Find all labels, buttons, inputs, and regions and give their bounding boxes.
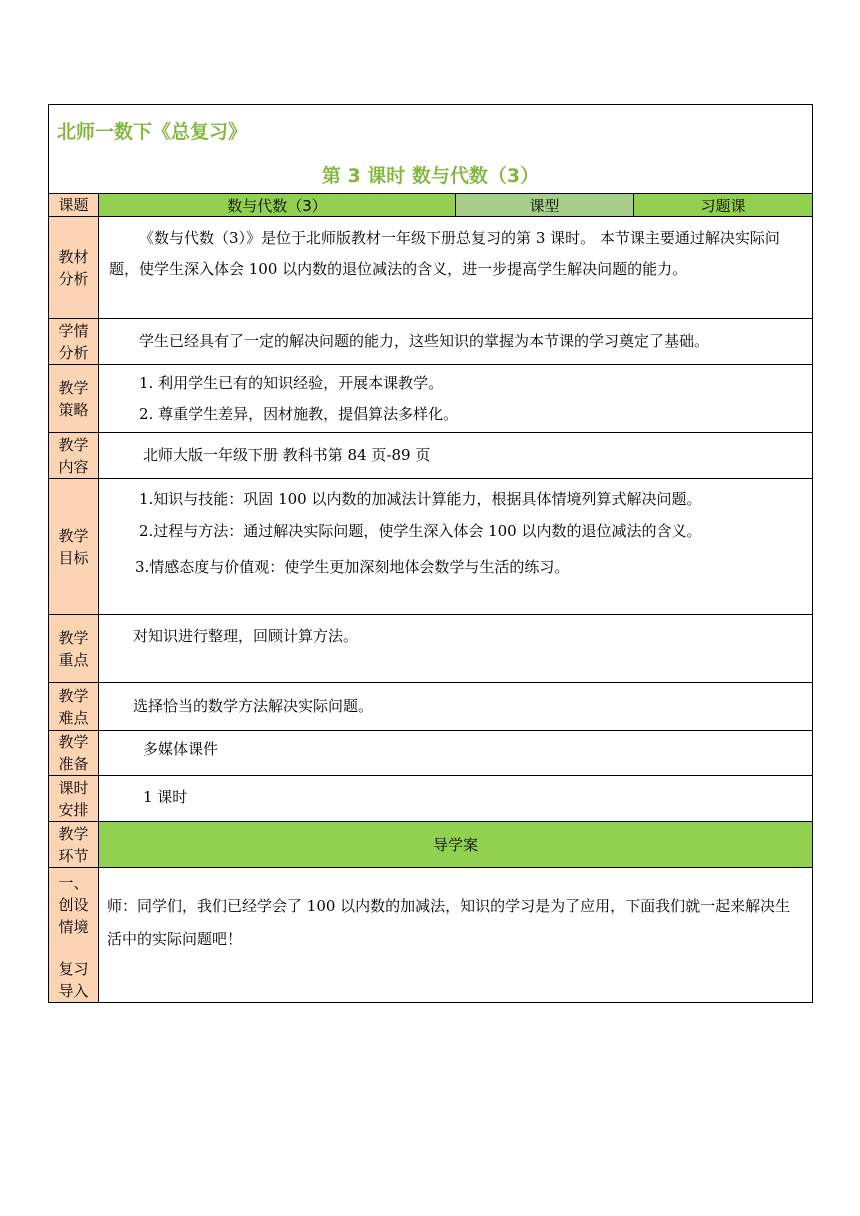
analysis-label-line-2: 分析 [58, 269, 89, 288]
analysis-label-line-1: 教材 [58, 247, 89, 266]
lesson-plan-table [48, 104, 813, 1003]
topic-value: 数与代数（3） [99, 194, 456, 217]
difficulties-text: 选择恰当的数学方法解决实际问题。 [133, 697, 374, 715]
title-cell [49, 105, 813, 194]
students-label-line-2: 分析 [58, 343, 89, 362]
process-header: 导学案 [99, 822, 813, 868]
students-label [49, 319, 99, 365]
lesson-subtitle: 第 3 课时 数与代数（3） [321, 165, 540, 187]
preparation-text: 多媒体课件 [143, 740, 219, 758]
preparation-label-line-1: 教学 [58, 733, 89, 751]
section1-label-line-2: 创设 [58, 896, 89, 914]
key-points-label-line-1: 教学 [58, 628, 89, 647]
strategy-label [49, 365, 99, 433]
preparation-label [49, 731, 99, 776]
preparation-content [99, 731, 813, 776]
analysis-text: 《数与代数（3）》是位于北师版教材一年级下册总复习的第 3 课时。 本节课主要通过解决实际问题，使学生深入体会 100 以内数的退位减法的含义，进一步提高学生解决问题的能力。 [109, 229, 780, 278]
preparation-label-line-2: 准备 [58, 755, 89, 773]
strategy-label-line-1: 教学 [58, 378, 89, 397]
section1-label-line-3: 情境 [58, 918, 89, 936]
key-points-content [99, 615, 813, 683]
content-text: 北师大版一年级下册 教科书第 84 页-89 页 [143, 446, 431, 464]
content-label-line-1: 教学 [58, 435, 89, 454]
process-label [49, 822, 99, 868]
goal-item-2: 2.过程与方法：通过解决实际问题，使学生深入体会 100 以内数的退位减法的含义。 [139, 522, 702, 540]
process-label-line-1: 教学 [58, 824, 89, 843]
schedule-text: 1 课时 [143, 788, 188, 806]
lesson-type-value: 习题课 [634, 194, 813, 217]
strategy-item-1: 1. 利用学生已有的知识经验，开展本课教学。 [139, 374, 444, 392]
goal-item-3: 3.情感态度与价值观：使学生更加深刻地体会数学与生活的练习。 [135, 558, 570, 576]
content-label-line-2: 内容 [58, 457, 89, 476]
section1-label [49, 868, 99, 1003]
key-points-label [49, 615, 99, 683]
content-content [99, 433, 813, 479]
goals-label [49, 479, 99, 615]
section1-text: 师：同学们，我们已经学会了 100 以内数的加减法，知识的学习是为了应用，下面我们就一起来解决生活中的实际问题吧！ [107, 897, 791, 948]
difficulties-content [99, 683, 813, 731]
analysis-label [49, 217, 99, 319]
difficulties-label-line-1: 教学 [58, 686, 89, 705]
students-label-line-1: 学情 [58, 321, 89, 340]
process-label-line-2: 环节 [58, 846, 89, 865]
goals-label-line-2: 目标 [58, 548, 89, 567]
schedule-label-line-2: 安排 [58, 800, 89, 819]
strategy-label-line-2: 策略 [58, 400, 89, 419]
strategy-item-2: 2. 尊重学生差异，因材施教，提倡算法多样化。 [139, 405, 459, 423]
section1-label-line-5: 导入 [58, 982, 89, 1000]
difficulties-label [49, 683, 99, 731]
students-text: 学生已经具有了一定的解决问题的能力，这些知识的掌握为本节课的学习奠定了基础。 [139, 332, 710, 350]
schedule-label-line-1: 课时 [58, 778, 89, 797]
topic-label: 课题 [49, 194, 99, 217]
document-title: 北师一数下《总复习》 [57, 121, 248, 143]
analysis-content [99, 217, 813, 319]
schedule-content [99, 776, 813, 822]
key-points-text: 对知识进行整理，回顾计算方法。 [133, 627, 359, 645]
lesson-type-label: 课型 [456, 194, 634, 217]
section1-content [99, 868, 813, 1003]
difficulties-label-line-2: 难点 [58, 708, 89, 727]
lesson-plan [48, 104, 812, 1003]
section1-label-line-4: 复习 [58, 960, 89, 978]
strategy-content [99, 365, 813, 433]
schedule-label [49, 776, 99, 822]
section1-label-line-1: 一、 [58, 874, 89, 892]
goals-label-line-1: 教学 [58, 526, 89, 545]
key-points-label-line-2: 重点 [58, 650, 89, 669]
goals-content [99, 479, 813, 615]
content-label [49, 433, 99, 479]
goal-item-1: 1.知识与技能：巩固 100 以内数的加减法计算能力，根据具体情境列算式解决问题。 [139, 490, 702, 508]
students-content [99, 319, 813, 365]
